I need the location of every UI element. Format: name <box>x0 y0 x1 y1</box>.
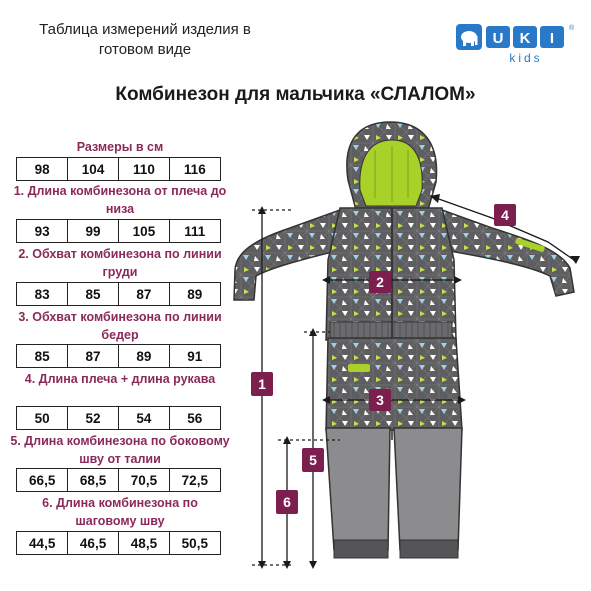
sizes-row <box>16 157 221 181</box>
measure-label: 4. Длина плеча + длина рукава <box>24 372 216 386</box>
header-note: Таблица измерений изделия в готовом виде <box>39 21 251 58</box>
measure-row <box>16 282 221 306</box>
brand-logo <box>456 22 574 66</box>
measure-row <box>16 406 221 430</box>
svg-text:3: 3 <box>376 392 384 408</box>
value-cell: 89 <box>169 282 221 306</box>
logo-sub: kids <box>509 51 543 65</box>
svg-text:2: 2 <box>376 274 384 290</box>
value-cell: 91 <box>169 344 221 368</box>
svg-text:5: 5 <box>309 452 317 468</box>
value-cell: 50 <box>16 406 68 430</box>
measure-label: 2. Обхват комбинезона по линии груди <box>18 247 222 279</box>
registered-mark: ® <box>569 25 574 32</box>
value-cell: 85 <box>67 282 119 306</box>
value-cell: 93 <box>16 219 68 243</box>
value-cell: 99 <box>67 219 119 243</box>
value-cell: 87 <box>67 344 119 368</box>
measure-label: 6. Длина комбинезона по шаговому шву <box>42 496 198 528</box>
measure-row <box>16 531 221 555</box>
snowsuit-illustration <box>230 110 590 585</box>
svg-text:4: 4 <box>501 207 509 223</box>
value-cell: 111 <box>169 219 221 243</box>
value-cell: 87 <box>118 282 170 306</box>
badge-3 <box>369 389 391 411</box>
value-cell: 54 <box>118 406 170 430</box>
measure-row <box>16 344 221 368</box>
measure-row <box>16 219 221 243</box>
badge-2 <box>369 271 391 293</box>
measure-row <box>16 468 221 492</box>
size-cell: 98 <box>16 157 68 181</box>
value-cell: 70,5 <box>118 468 170 492</box>
measure-label: 3. Обхват комбинезона по линии бедер <box>18 310 222 342</box>
badge-4 <box>494 204 516 226</box>
value-cell: 89 <box>118 344 170 368</box>
sizes-label: Размеры в см <box>76 140 164 154</box>
measure-label: 5. Длина комбинезона по боковому шву от талии <box>10 434 230 466</box>
badge-6 <box>276 490 298 514</box>
size-cell: 104 <box>67 157 119 181</box>
size-cell: 110 <box>118 157 170 181</box>
value-cell: 52 <box>67 406 119 430</box>
size-cell: 116 <box>169 157 221 181</box>
value-cell: 66,5 <box>16 468 68 492</box>
badge-1 <box>251 372 273 396</box>
badge-5 <box>302 448 324 472</box>
value-cell: 46,5 <box>67 531 119 555</box>
svg-text:1: 1 <box>258 376 266 392</box>
value-cell: 83 <box>16 282 68 306</box>
value-cell: 50,5 <box>169 531 221 555</box>
logo-letter: U <box>492 30 504 47</box>
value-cell: 48,5 <box>118 531 170 555</box>
value-cell: 105 <box>118 219 170 243</box>
logo-letter: K <box>519 30 531 47</box>
measure-label: 1. Длина комбинезона от плеча до низа <box>13 184 227 216</box>
value-cell: 72,5 <box>169 468 221 492</box>
value-cell: 85 <box>16 344 68 368</box>
page-title: Комбинезон для мальчика «СЛАЛОМ» <box>115 84 476 105</box>
value-cell: 56 <box>169 406 221 430</box>
value-cell: 44,5 <box>16 531 68 555</box>
value-cell: 68,5 <box>67 468 119 492</box>
svg-text:6: 6 <box>283 494 291 510</box>
logo-letter: I <box>549 30 555 47</box>
